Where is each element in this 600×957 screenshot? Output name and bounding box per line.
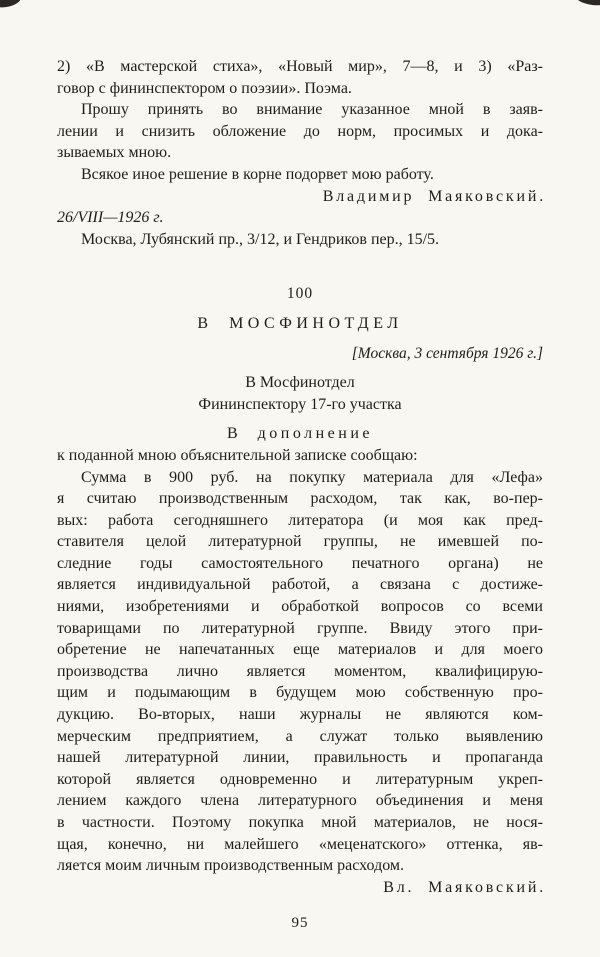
address-line: Москва, Лубянский пр., 3/12, и Гендриков пер., 15/5. — [81, 230, 440, 248]
paragraph-warning: Всякое иное решение в корне подорвет мою работу. — [81, 165, 434, 183]
paragraph-works-list — [57, 56, 543, 99]
text-line: которой является одновременно и литературным укреп- — [57, 770, 543, 788]
text-line: говор с фининспектором о поэзии». Поэма. — [57, 79, 352, 97]
text-line: нашей литературной линии, правильность и пропаганда — [57, 749, 543, 767]
scan-artifact-top-left — [0, 0, 22, 9]
text-line: Прошу принять во внимание указанное мной в заяв- — [81, 101, 543, 119]
addressee-line-1: В Мосфинотдел — [245, 374, 355, 392]
letter-title: В МОСФИНОТДЕЛ — [197, 314, 403, 332]
text-line: 2) «В мастерской стиха», «Новый мир», 7—8, и 3) «Раз- — [57, 58, 543, 75]
text-line: в частности. Поэтому покупка мной материалов, не нося- — [57, 814, 543, 831]
text-line: ниями, изобретениями и обработкой вопросов со всеми — [57, 598, 543, 616]
signature-mayakovsky-full: Владимир Маяковский. — [322, 187, 546, 205]
salutation: В дополнение — [226, 425, 374, 443]
text-line: производства лично является моментом, квалифицирую- — [57, 662, 543, 680]
section-number: 100 — [286, 285, 314, 303]
salutation-continuation: к поданной мною объяснительной записке сообщаю: — [57, 446, 418, 464]
text-line: Сумма в 900 руб. на покупку материала для «Лефа» — [81, 468, 543, 486]
text-line: вых: работа сегодняшнего литератора (и моя как пред- — [57, 511, 543, 529]
text-line: товарищами по литературной группе. Ввиду этого при- — [57, 619, 543, 637]
text-line: лении и снизить обложение до норм, просимых и дока- — [57, 122, 543, 140]
letter-dateline: [Москва, 3 сентября 1926 г.] — [351, 344, 543, 362]
text-line: я считаю производственным расходом, так как, во-пер- — [57, 490, 543, 508]
text-line: зываемых мною. — [57, 144, 172, 162]
text-line: щая, конечно, ни малейшего «меценатского» оттенка, яв- — [57, 835, 543, 853]
text-line: мерческим предприятием, а служат только выявлению — [57, 727, 543, 745]
text-line: обретение не напечатанных еще материалов и для моего — [57, 641, 543, 659]
letter-body-paragraph — [57, 467, 543, 877]
text-line: дукцию. Во-вторых, наши журналы не являются ком- — [57, 706, 543, 724]
text-line: является индивидуальной работой, а связана с достиже- — [57, 576, 543, 594]
page-content — [57, 56, 546, 935]
scan-artifact-top-right — [575, 0, 600, 7]
letter-date: 26/VIII—1926 г. — [57, 209, 164, 227]
text-line: ставителя целой литературной группы, не имевшей по- — [57, 533, 543, 551]
text-line: щим и подымающим в будущем мою собственную про- — [57, 684, 543, 702]
text-line: лением каждого члена литературного объединения и меня — [57, 792, 543, 810]
text-line: следние годы самостоятельного печатного органа) не — [57, 554, 543, 572]
text-line: ляется моим личным производственным расходом. — [57, 857, 405, 875]
page-number: 95 — [291, 915, 309, 932]
signature-mayakovsky-short: Вл. Маяковский. — [383, 878, 546, 896]
addressee-line-2: Фининспектору 17-го участка — [198, 395, 402, 413]
paragraph-request — [57, 99, 543, 164]
